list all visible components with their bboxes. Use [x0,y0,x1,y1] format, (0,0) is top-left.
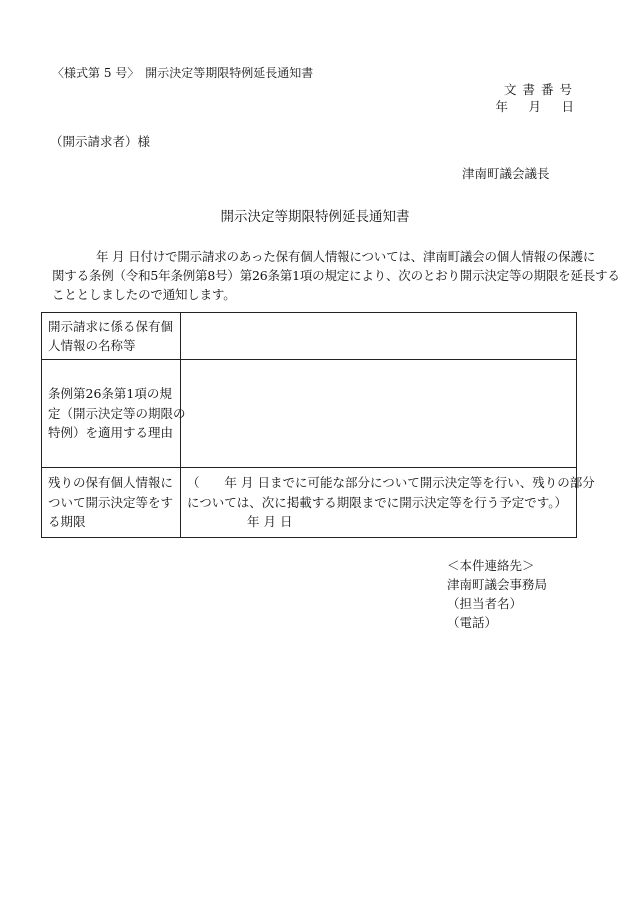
body-line-1: 年 月 日付けで開示請求のあった保有個人情報については、津南町議会の個人情報の保護に [96,249,596,264]
extension-details-table [41,312,595,538]
value-information-name [181,313,577,360]
table-row [42,468,577,538]
body-line-3: こととしましたので通知します。 [52,287,236,302]
contact-block [447,556,547,632]
contact-person: （担当者名） [447,596,523,611]
contact-office: 津南町議会事務局 [447,577,548,592]
document-number-label: 文書番号 [503,82,578,97]
contact-heading: ＜本件連絡先＞ [447,558,535,573]
issuer-name: 津南町議会議長 [462,166,550,181]
label-remaining-deadline: 残りの保有個人情報に ついて開示決定等をす る期限 [42,468,181,538]
table-row [42,313,577,360]
value-remaining-deadline: （ 年 月 日までに可能な部分について開示決定等を行い、残りの部分 については、次に掲載する期限までに開示決定等を行う予定です。） 年 月 日 [181,468,577,538]
contact-phone: （電話） [447,615,498,630]
recipient-line: （開示請求者）様 [50,134,151,149]
label-information-name: 開示請求に係る保有個 人情報の名称等 [42,313,181,360]
body-line-2: 関する条例（令和5年条例第8号）第26条第1項の規定により、次のとおり開示決定等の期限を延長する [52,268,620,283]
table-row [42,360,577,468]
document-title: 開示決定等期限特例延長通知書 [220,209,410,225]
label-application-reason: 条例第26条第1項の規 定（開示決定等の期限の 特例）を適用する理由 [42,360,181,468]
document-date-label: 年 月 日 [495,99,578,114]
value-application-reason [181,360,577,468]
body-paragraph [52,247,620,304]
form-label: 〈様式第 5 号〉 開示決定等期限特例延長通知書 [52,66,314,80]
